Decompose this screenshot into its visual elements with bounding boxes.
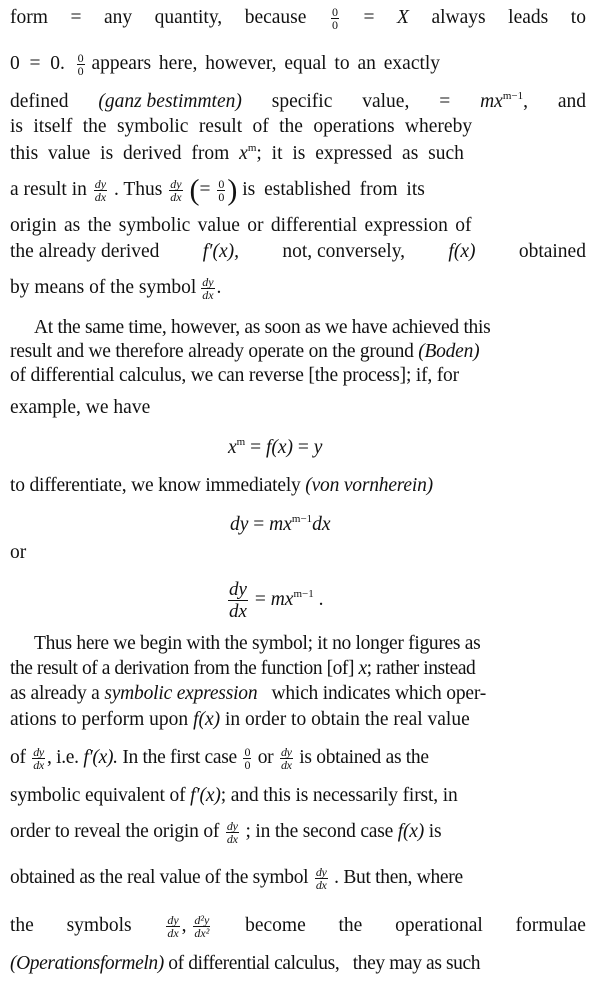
text-line-3 (10, 90, 586, 114)
fraction-dy-dx: $\frac{dy}{dx}$ (202, 275, 214, 303)
equals-sign: = (248, 514, 270, 535)
sentence-text: of differential calculus, we can reverse [the process]; if, for (10, 365, 459, 386)
variable-x: x (239, 143, 248, 164)
fraction-zero-over-zero: $\frac{0}{0}$ (218, 177, 225, 205)
text-line-15 (10, 541, 586, 565)
equals-sign: = (249, 589, 271, 610)
word: any (103, 7, 133, 28)
comma: , (181, 915, 187, 936)
sentence-text: . But then, where (334, 867, 463, 888)
exponent: m (236, 436, 246, 448)
sentence-text: by means of the symbol (10, 277, 197, 298)
equals-sign: = (293, 437, 314, 458)
exponent: m−1 (293, 588, 314, 600)
text-line-13 (10, 396, 586, 420)
word: defined (10, 91, 69, 112)
sentence-text: in order to obtain the real value (225, 709, 470, 730)
word: quantity, (154, 7, 223, 28)
word: specific (271, 91, 333, 112)
sentence-text: they may as such (352, 953, 481, 974)
word: value, (362, 91, 410, 112)
sentence-text: to differentiate, we know immediately (10, 475, 301, 496)
sentence-text: not, conversely, (282, 241, 406, 262)
text-line-22 (10, 820, 586, 845)
word: leads (508, 7, 549, 28)
word: of (10, 747, 26, 768)
text-line-17 (10, 657, 586, 681)
word: symbols (66, 915, 132, 936)
word: obtained (518, 241, 586, 262)
text-line-19 (10, 708, 586, 732)
text-line-2 (10, 52, 586, 77)
equation-2 (230, 513, 331, 537)
sentence-text: the already derived (10, 241, 160, 262)
fraction-dy-dx: $\frac{dy}{dx}$ (229, 579, 247, 623)
fraction-dy-dx: $\frac{dy}{dx}$ (33, 745, 44, 773)
math: dx (312, 514, 331, 535)
sentence-text: ; rather instead (366, 658, 476, 679)
sentence-text: order to reveal the origin of (10, 821, 220, 842)
word: the (10, 915, 34, 936)
fraction-zero-over-zero: $\frac{0}{0}$ (331, 5, 338, 32)
text-line-12 (10, 364, 586, 388)
sentence-text: is established from its (242, 179, 425, 200)
math: f(x) (265, 437, 294, 458)
math-expression: $mx^{m-1}$, (480, 90, 528, 112)
sentence-text: appears here, however, equal to an exactly (91, 53, 441, 74)
text-line-7 (10, 214, 586, 238)
word: to (570, 7, 586, 28)
sentence-text: Thus here we begin with the symbol; it no longer figures as (34, 633, 481, 654)
text-line-14 (10, 474, 586, 498)
sentence-text: a result in (10, 179, 87, 200)
sentence-text: ations to perform upon (10, 709, 189, 730)
math-expression: f′(x) (190, 785, 221, 806)
math: dy (230, 514, 249, 535)
text-line-25 (10, 952, 586, 976)
sentence-text: as already a (10, 683, 100, 704)
sentence-text: origin as the symbolic value or differential expression of (10, 215, 472, 236)
equals-sign: = (29, 53, 41, 74)
word: the (338, 915, 363, 936)
exponent: m−1 (291, 513, 313, 525)
text-line-16 (34, 632, 586, 656)
math-expression: f(x) (448, 241, 476, 262)
word: is (428, 821, 442, 842)
equals-sign: = (439, 91, 451, 112)
text-line-8 (10, 240, 586, 264)
fraction-d2y-dx2: $\frac{\text{d²y}}{\text{dx²}}$ (194, 913, 210, 941)
text-line-20 (10, 746, 586, 771)
text-line-9 (10, 276, 586, 301)
text-line-4 (10, 115, 586, 139)
text-line-10 (34, 316, 586, 340)
variable-x: x (358, 658, 367, 679)
sentence-text: At the same time, however, as soon as we have achieved this (34, 317, 491, 338)
math-expression: f(x) (397, 821, 425, 842)
fraction-dy-dx: $\frac{dy}{dx}$ (315, 865, 327, 893)
variable-x: X (397, 7, 409, 28)
word: and (557, 91, 586, 112)
math: y (313, 437, 323, 458)
german-term: (von vornherein) (305, 475, 433, 496)
word: because (244, 7, 307, 28)
sentence-text: which indicates which oper- (271, 683, 487, 704)
sentence-text: example, we have (10, 397, 151, 418)
fraction-dy-dx: $\frac{dy}{dx}$ (94, 177, 107, 205)
german-term: (ganz bestimmten) (98, 91, 242, 112)
math: mx (269, 514, 292, 535)
fraction-zero-over-zero: $\frac{0}{0}$ (77, 51, 84, 79)
sentence-text: obtained as the real value of the symbol (10, 867, 309, 888)
word: become (245, 915, 306, 936)
word: form (10, 7, 48, 28)
word: or (10, 542, 27, 563)
german-term: (Operationsformeln) (10, 953, 164, 974)
math: x (228, 437, 237, 458)
sentence-text: this value is derived from (10, 143, 230, 164)
text-line-6 (10, 173, 586, 207)
period: . (313, 589, 324, 610)
exponent: m (247, 142, 257, 154)
sentence-text: is itself the symbolic result of the operations whereby (10, 116, 473, 137)
sentence-text: ; and this is necessarily first, in (220, 785, 458, 806)
sentence-text: ; in the second case (245, 821, 394, 842)
fraction-dy-dx: $\frac{dy}{dx}$ (226, 819, 238, 847)
word: always (431, 7, 486, 28)
text-line-1 (10, 6, 586, 31)
sentence-text: is obtained as the (299, 747, 429, 768)
text-line-5 (10, 142, 586, 166)
sentence-text: the result of a derivation from the function [of] (10, 658, 354, 679)
fraction-dy-dx: $\frac{dy}{dx}$ (280, 745, 292, 773)
text-line-18 (10, 682, 586, 706)
text-line-23 (10, 866, 586, 891)
math: 0. (50, 53, 65, 74)
sentence-text: result and we therefore already operate on the ground (10, 341, 414, 362)
fraction-zero-over-zero: $\frac{0}{0}$ (244, 745, 251, 773)
word: or (257, 747, 274, 768)
emphasized-term: symbolic expression (104, 683, 258, 704)
math: mx (270, 589, 294, 610)
sentence-text: In the first case (122, 747, 237, 768)
equals-sign: = (199, 179, 211, 200)
fraction-group (164, 914, 212, 939)
math: 0 (10, 53, 20, 74)
period: . (216, 277, 222, 298)
equals-sign: = (70, 7, 82, 28)
text-line-11 (10, 340, 586, 364)
word: operational (395, 915, 483, 936)
word: formulae (515, 915, 586, 936)
text-line-24 (10, 914, 586, 939)
math-expression: f′(x), (202, 241, 239, 262)
fraction-dy-dx: $\frac{dy}{dx}$ (167, 913, 179, 941)
sentence-text: of differential calculus, (168, 953, 340, 974)
equals-sign: = (245, 437, 266, 458)
math-expression: f(x) (193, 709, 221, 730)
equation-3 (226, 578, 323, 622)
equation-1 (228, 436, 322, 460)
parenthesis: ( (189, 173, 200, 207)
german-term: (Boden) (418, 341, 480, 362)
sentence-text: , i.e. (46, 747, 79, 768)
math-expression: f′(x). (83, 747, 118, 768)
sentence-text: symbolic equivalent of (10, 785, 186, 806)
sentence-text: ; it is expressed as such (256, 143, 464, 164)
parenthesis: ) (227, 173, 238, 207)
text-line-21 (10, 784, 586, 808)
sentence-text: . Thus (113, 179, 163, 200)
fraction-dy-dx: $\frac{dy}{dx}$ (170, 177, 182, 205)
equals-sign: = (363, 7, 375, 28)
